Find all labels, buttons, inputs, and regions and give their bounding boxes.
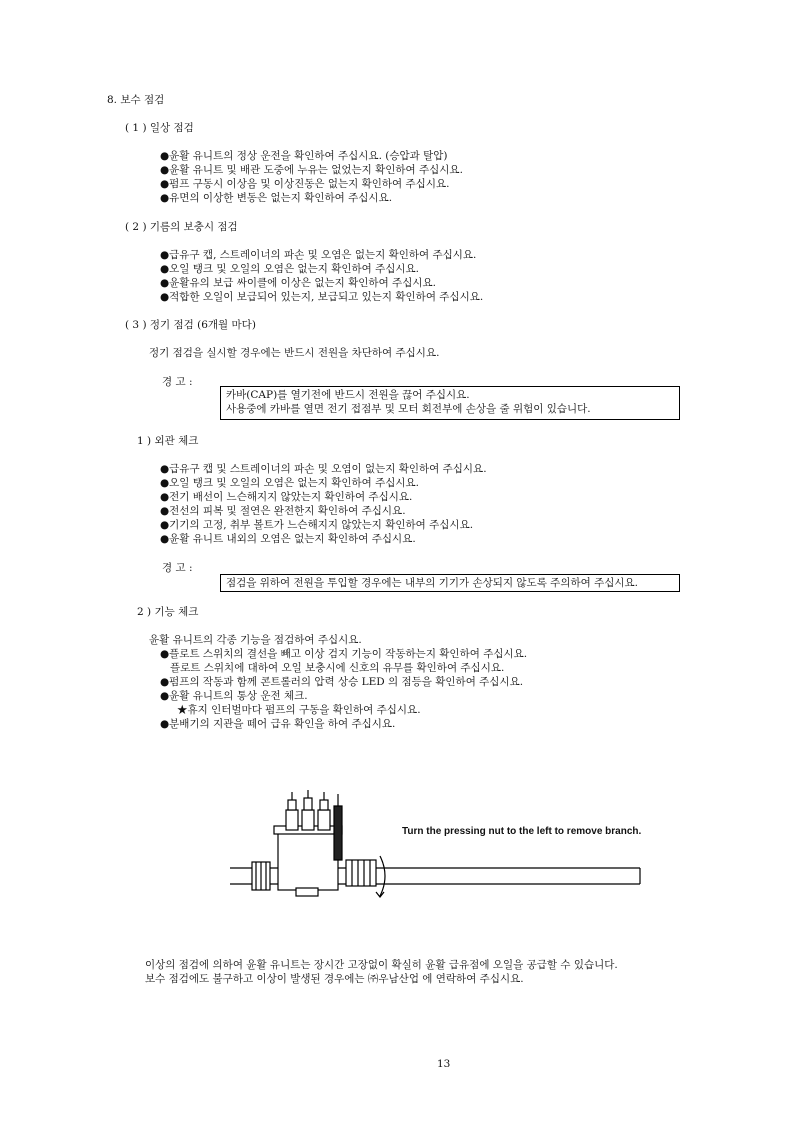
list-item: ●유면의 이상한 변동은 없는지 확인하여 주십시요.	[160, 192, 393, 204]
list-item: ●급유구 캡 및 스트레이너의 파손 및 오염이 없는지 확인하여 주십시요.	[160, 463, 487, 475]
warning-line: 카바(CAP)를 열기전에 반드시 전원을 끊어 주십시요.	[226, 389, 470, 401]
closing-line: 이상의 점검에 의하여 윤활 유니트는 장시간 고장없이 확실히 윤활 급유점에 오일을 공급할 수 있습니다.	[145, 959, 618, 971]
list-item: ●오일 탱크 및 오일의 오염은 없는지 확인하여 주십시요.	[160, 263, 420, 275]
periodic-heading: ( 3 ) 정기 점검 (6개월 마다)	[125, 319, 256, 331]
list-item: ●기기의 고정, 취부 볼트가 느슨해지지 않았는지 확인하여 주십시요.	[160, 519, 474, 531]
warning-box	[220, 386, 680, 420]
list-item: ●윤활 유니트 내외의 오염은 없는지 확인하여 주십시요.	[160, 533, 416, 545]
list-item: ●펌프 구동시 이상음 및 이상진동은 없는지 확인하여 주십시요.	[160, 178, 450, 190]
list-item: ★휴지 인터벌마다 펌프의 구동을 확인하여 주십시요.	[177, 704, 421, 716]
list-item: ●급유구 캡, 스트레이너의 파손 및 오염은 없는지 확인하여 주십시요.	[160, 249, 477, 261]
exterior-heading: 1 ) 외관 체크	[137, 435, 199, 447]
refill-heading: ( 2 ) 기름의 보충시 점검	[125, 221, 238, 233]
list-item: ●적합한 오일이 보급되어 있는지, 보급되고 있는지 확인하여 주십시요.	[160, 291, 484, 303]
warning-line: 사용중에 카바를 열면 전기 접점부 및 모터 회전부에 손상을 줄 위험이 있습니다.	[226, 403, 591, 415]
function-intro: 윤활 유니트의 각종 기능을 점검하여 주십시요.	[149, 634, 362, 646]
list-item: ●전기 배선이 느슨해지지 않았는지 확인하여 주십시요.	[160, 491, 413, 503]
list-item: ●윤활유의 보급 싸이클에 이상은 없는지 확인하여 주십시요.	[160, 277, 436, 289]
list-item: ●윤활 유니트의 통상 운전 체크.	[160, 690, 308, 702]
closing-line: 보수 점검에도 불구하고 이상이 발생된 경우에는 ㈜우남산업 에 연락하여 주십시요.	[145, 973, 524, 985]
section-title: 8. 보수 점검	[107, 94, 165, 106]
list-item: ●윤활 유니트 및 배관 도중에 누유는 없었는지 확인하여 주십시요.	[160, 164, 463, 176]
figure-caption: Turn the pressing nut to the left to remove branch.	[402, 826, 642, 837]
warning-label: 경 고 :	[162, 376, 193, 388]
warning-line: 점검을 위하여 전원을 투입할 경우에는 내부의 기기가 손상되지 않도록 주의하여 주십시요.	[226, 577, 639, 589]
list-item: ●펌프의 작동과 함께 콘트롤러의 압력 상승 LED 의 점등을 확인하여 주십시요.	[160, 676, 524, 688]
list-item: 플로트 스위치에 대하여 오일 보충시에 신호의 유무를 확인하여 주십시요.	[170, 662, 505, 674]
function-heading: 2 ) 기능 체크	[137, 606, 199, 618]
periodic-intro: 정기 점검을 실시할 경우에는 반드시 전원을 차단하여 주십시요.	[149, 347, 440, 359]
daily-heading: ( 1 ) 일상 점검	[125, 122, 194, 134]
list-item: ●오일 탱크 및 오일의 오염은 없는지 확인하여 주십시요.	[160, 477, 420, 489]
warning-box	[220, 574, 680, 592]
list-item: ●전선의 피복 및 절연은 완전한지 확인하여 주십시요.	[160, 505, 406, 517]
distributor-illustration	[230, 780, 650, 900]
list-item: ●분배기의 지관을 떼어 급유 확인을 하여 주십시요.	[160, 718, 396, 730]
list-item: ●플로트 스위치의 결선을 빼고 이상 검지 기능이 작동하는지 확인하여 주십시요.	[160, 648, 528, 660]
warning-label: 경 고 :	[162, 562, 193, 574]
distributor-figure	[230, 780, 650, 900]
list-item: ●윤활 유니트의 정상 운전을 확인하여 주십시요. (승압과 탈압)	[160, 150, 448, 162]
page-number: 13	[437, 1058, 451, 1070]
